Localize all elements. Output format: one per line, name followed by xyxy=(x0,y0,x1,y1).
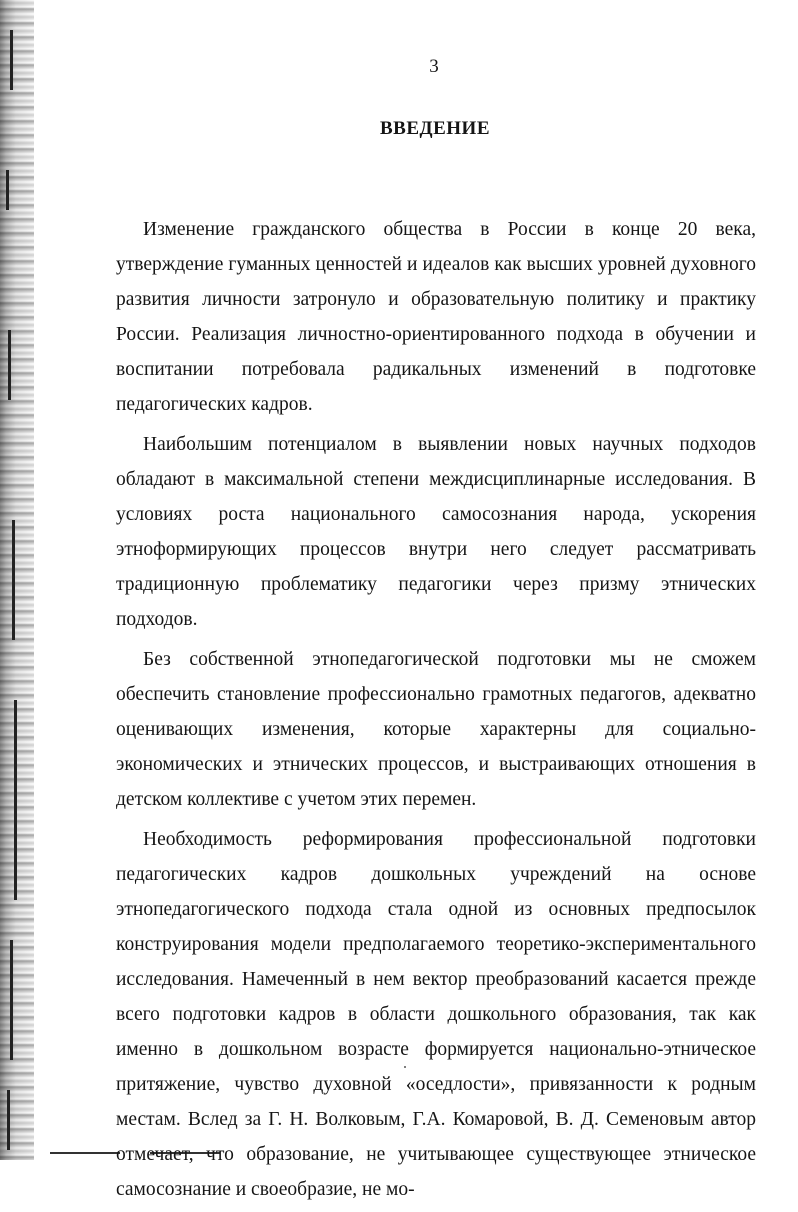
scan-speck xyxy=(404,1066,406,1068)
scan-edge-line xyxy=(12,520,15,640)
scan-edge-line xyxy=(6,170,9,210)
body-text xyxy=(116,212,756,1212)
paragraph: Наибольшим потенциалом в выявлении новых научных подходов обладают в максимальной степени междисциплинарные исследования. В условиях роста национального самосознания народа, ускорения этноформирующих процессов внутри него следует рассматривать традиционную проблематику педагогики через призму этнических подходов. xyxy=(116,434,756,630)
scan-bottom-rule xyxy=(50,1152,120,1154)
scan-edge-line xyxy=(8,330,11,400)
paragraph: Без собственной этнопедагогической подготовки мы не сможем обеспечить становление профессионально грамотных педагогов, адекватно оценивающих изменения, которые характерны для социально-экономических и этнических процессов, и выстраивающих отношения в детском коллективе с учетом этих перемен. xyxy=(116,649,756,810)
scan-binding-edge xyxy=(0,0,34,1160)
scan-edge-line xyxy=(14,700,17,900)
paragraph: Изменение гражданского общества в России в конце 20 века, утверждение гуманных ценностей и идеалов как высших уровней духовного развития личности затронуло и образовательную политику и практику России. Реализация личностно-ориентированного подхода в обучении и воспитании потребовала радикальных изменений в подготовке педагогических кадров. xyxy=(116,219,756,415)
scan-edge-line xyxy=(10,940,13,1060)
page-number: 3 xyxy=(429,56,439,77)
scan-edge-line xyxy=(7,1090,10,1150)
paragraph: Необходимость реформирования профессиональной подготовки педагогических кадров дошкольных учреждений на основе этнопедагогического подхода стала одной из основных предпосылок конструирования модели предполагаемого теоретико-экспериментального исследования. Намеченный в нем вектор преобразований касается прежде всего подготовки кадров в области дошкольного образования, так как именно в дошкольном возрасте формируется национально-этническое притяжение, чувство духовной «оседлости», привязанности к родным местам. Вслед за Г. Н. Волковым, Г.А. Комаровой, В. Д. Семеновым автор отмечает, что образование, не учитывающее существующее этническое самосознание и своеобразие, не мо- xyxy=(116,829,756,1200)
page-title: ВВЕДЕНИЕ xyxy=(380,118,490,139)
